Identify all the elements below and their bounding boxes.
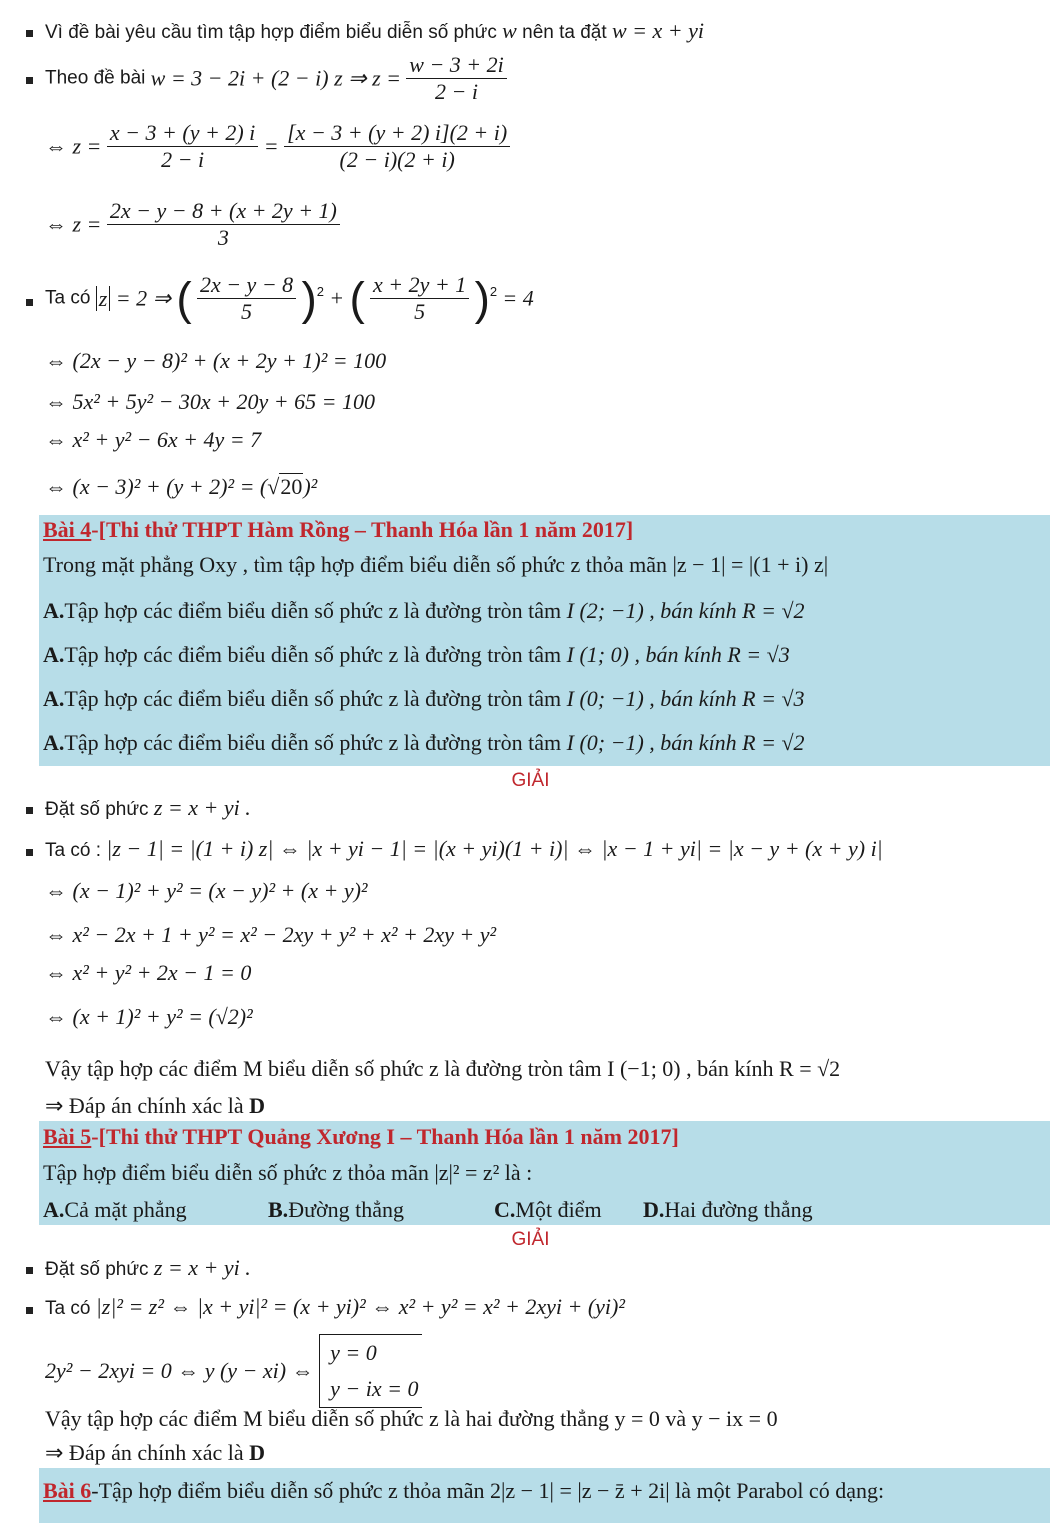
bullet-icon — [26, 1267, 33, 1274]
bullet-icon — [26, 77, 33, 84]
text-line: Đặt số phức z = x + yi . — [45, 795, 251, 820]
answer-line: ⇒ Đáp án chính xác là D — [45, 1093, 266, 1118]
text-line: Ta có z = 2 ⇒ ( $\frac{2x - y - 8}{5}$ )$^2$ + ( $\frac{x + 2y + 1}{5}$ )$^2$ = 4 — [45, 272, 534, 325]
math-line: ⇔ (x − 1)² + y² = (x − y)² + (x + y)² — [45, 878, 368, 903]
problem-title: Bài 5-[Thi thử THPT Quảng Xương I – Thanh Hóa lần 1 năm 2017] — [43, 1124, 679, 1149]
math-line: ⇔ x² + y² − 6x + 4y = 7 — [45, 427, 262, 452]
option-2: A.Tập hợp các điểm biểu diễn số phức z là đường tròn tâm I (1; 0) , bán kính R = √3 — [43, 642, 790, 667]
math-line: ⇔ x² + y² + 2x − 1 = 0 — [45, 960, 252, 985]
bullet-icon — [26, 849, 33, 856]
problem-question: Trong mặt phẳng Oxy , tìm tập hợp điểm biểu diễn số phức z thỏa mãn |z − 1| = |(1 + i) z| — [43, 552, 829, 577]
conclusion-line: Vậy tập hợp các điểm M biểu diễn số phức z là đường tròn tâm I (−1; 0) , bán kính R = √2 — [45, 1056, 841, 1081]
text-line: Ta có |z|² = z² ⇔ |x + yi|² = (x + yi)² ⇔ x² + y² = x² + 2xyi + (yi)² — [45, 1294, 625, 1319]
text-line: Vì đề bài yêu cầu tìm tập hợp điểm biểu diễn số phức w nên ta đặt w = x + yi — [45, 18, 704, 43]
text-line: Đặt số phức z = x + yi . — [45, 1255, 251, 1280]
math-line: ⇔ (x − 3)² + (y + 2)² = (√20)² — [45, 474, 318, 499]
option-d: D.Hai đường thẳng — [643, 1197, 813, 1222]
math-line: ⇔ 5x² + 5y² − 30x + 20y + 65 = 100 — [45, 389, 375, 414]
option-1: A.Tập hợp các điểm biểu diễn số phức z là đường tròn tâm I (2; −1) , bán kính R = √2 — [43, 598, 805, 623]
bullet-icon — [26, 1307, 33, 1314]
option-4: A.Tập hợp các điểm biểu diễn số phức z là đường tròn tâm I (0; −1) , bán kính R = √2 — [43, 730, 805, 755]
option-c: C.Một điểm — [494, 1197, 602, 1222]
fraction: $\frac{2x - y - 8}{5}$ — [197, 272, 296, 325]
math-line: ⇔ x² − 2x + 1 + y² = x² − 2xy + y² + x² + 2xy + y² — [45, 922, 497, 947]
fraction: $\frac{2x - y - 8 + (x + 2y + 1)}{3}$ — [107, 198, 340, 251]
solution-heading: GIẢI — [511, 1229, 550, 1250]
solution-heading: GIẢI — [511, 770, 550, 791]
problem-title: Bài 6-Tập hợp điểm biểu diễn số phức z thỏa mãn 2|z − 1| = |z − z̄ + 2i| là một Parabol có dạng: — [43, 1478, 885, 1503]
problem-title: Bài 4-[Thi thử THPT Hàm Rồng – Thanh Hóa lần 1 năm 2017] — [43, 517, 634, 542]
answer-line: ⇒ Đáp án chính xác là D — [45, 1440, 266, 1465]
fraction: $\frac{x + 2y + 1}{5}$ — [370, 272, 469, 325]
fraction: $\frac{x - 3 + (y + 2) i}{2 - i}$ — [107, 120, 258, 173]
option-3: A.Tập hợp các điểm biểu diễn số phức z là đường tròn tâm I (0; −1) , bán kính R = √3 — [43, 686, 805, 711]
math-line: ⇔ (x + 1)² + y² = (√2)² — [45, 1004, 253, 1029]
text-line: Ta có : |z − 1| = |(1 + i) z| ⇔ |x + yi − 1| = |(x + yi)(1 + i)| ⇔ |x − 1 + yi| = |x − y + (x + y) i| — [45, 836, 883, 861]
option-a: A.Cả mặt phẳng — [43, 1197, 187, 1222]
bullet-icon — [26, 807, 33, 814]
fraction: $\frac{[x - 3 + (y + 2) i](2 + i)}{(2 - i)(2 + i)}$ — [284, 120, 510, 173]
math-line: ⇔ z = $\frac{2x - y - 8 + (x + 2y + 1)}{3}$ — [45, 198, 340, 251]
math-line: ⇔ (2x − y − 8)² + (x + 2y + 1)² = 100 — [45, 348, 387, 373]
problem-question: Tập hợp điểm biểu diễn số phức z thỏa mãn |z|² = z² là : — [43, 1160, 533, 1185]
conclusion-line: Vậy tập hợp các điểm M biểu diễn số phức z là hai đường thẳng y = 0 và y − ix = 0 — [45, 1406, 778, 1431]
math-line: 2y² − 2xyi = 0 ⇔ y (y − xi) ⇔ y = 0 y − ix = 0 — [45, 1334, 422, 1408]
bullet-icon — [26, 299, 33, 306]
case-bracket: y = 0 y − ix = 0 — [319, 1334, 422, 1408]
math-line: ⇔ z = $\frac{x - 3 + (y + 2) i}{2 - i}$ = $\frac{[x - 3 + (y + 2) i](2 + i)}{(2 - i)(2 + i)}$ — [45, 120, 510, 173]
bullet-icon — [26, 30, 33, 37]
fraction: $\frac{w - 3 + 2i}{2 - i}$ — [406, 52, 506, 105]
text-line: Theo đề bài w = 3 − 2i + (2 − i) z ⇒ z = $\frac{w - 3 + 2i}{2 - i}$ — [45, 52, 507, 105]
option-b: B.Đường thẳng — [268, 1197, 405, 1222]
